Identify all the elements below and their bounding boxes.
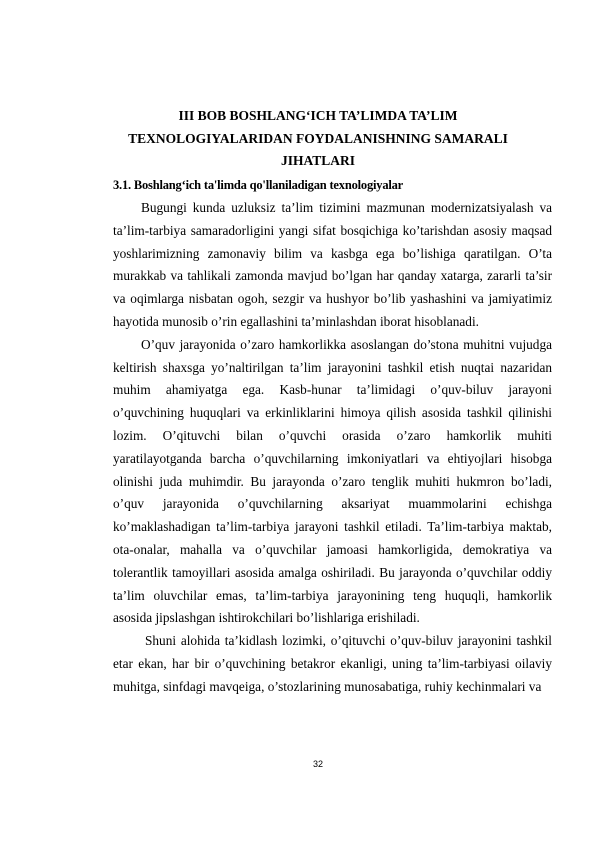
section-title: 3.1. Boshlang‘ich ta'limda qo'llaniladigan texnologiyalar	[113, 178, 404, 192]
paragraph-1: Bugungi kunda uzluksiz ta’lim tizimini mazmunan modernizatsiyalash va ta’lim-tarbiya samaradorligini yangi sifat bosqichiga ko’tarishdan asosiy maqsad yoshlarimizning zamonaviy bilim va kasbga ega bo’lishiga qaratilgan. O’ta murakkab va tahlikali zamonda mavjud bo’lgan har qanday xatarga, zararli ta’sir va oqimlarga nisbatan ogoh, sezgir va hushyor bo’lib yashashini va jamiyatimiz hayotida munosib o’rin egallashini ta’minlashdan iborat hisoblanadi.	[113, 200, 552, 329]
paragraph-2: O’quv jarayonida o’zaro hamkorlikka asoslangan do’stona muhitni vujudga keltirish shaxsga yo’naltirilgan ta’lim jarayonini tashkil etish nuqtai nazaridan muhim ahamiyatga ega. Kasb-hunar ta’limidagi o’quv-biluv jarayoni o’quvchining huquqlari va erkinliklarini himoya qilish asosida tashkil qilinishi lozim. O’qituvchi bilan o’quvchi orasida o’zaro hamkorlik muhiti yaratilayotganda barcha o’quvchilarning imkoniyatlari va ehtiyojlari hisobga olinishi juda muhimdir. Bu jarayonda o’zaro tenglik muhiti hukmron bo’ladi, o’quv jarayonida o’quvchilarning aksariyat muammolarini echishga ko’maklashadigan ta’lim-tarbiya jarayoni tashkil etiladi. Ta’lim-tarbiya maktab, ota-onalar, mahalla va o’quvchilar jamoasi hamkorligida, demokratiya va tolerantlik tamoyillari asosida amalga oshiriladi. Bu jarayonda o’quvchilar oddiy ta’lim oluvchilar emas, ta’lim-tarbiya jarayonining teng huquqli, hamkorlik asosida jipslashgan ishtirokchilari bo’lishlariga erishiladi.	[113, 336, 552, 626]
paragraph-3: Shuni alohida ta’kidlash lozimki, o’qituvchi o’quv-biluv jarayonini tashkil etar ekan, har bir o’quvchining betakror ekanligi, uning ta’lim-tarbiyasi oilaviy muhitga, sinfdagi mavqeiga, o’stozlarining munosabatiga, ruhiy kechinmalari va	[113, 633, 552, 694]
page-number: 32	[312, 759, 323, 769]
chapter-heading-line-2: TEXNOLOGIYALARIDAN FOYDALANISHNING SAMARALI	[128, 130, 508, 146]
chapter-heading-line-1: III BOB BOSHLANG‘ICH TA’LIMDA TA’LIM	[178, 108, 458, 123]
chapter-heading	[113, 105, 523, 173]
body-text	[113, 197, 552, 699]
chapter-heading-line-3: JIHATLARI	[280, 153, 355, 168]
